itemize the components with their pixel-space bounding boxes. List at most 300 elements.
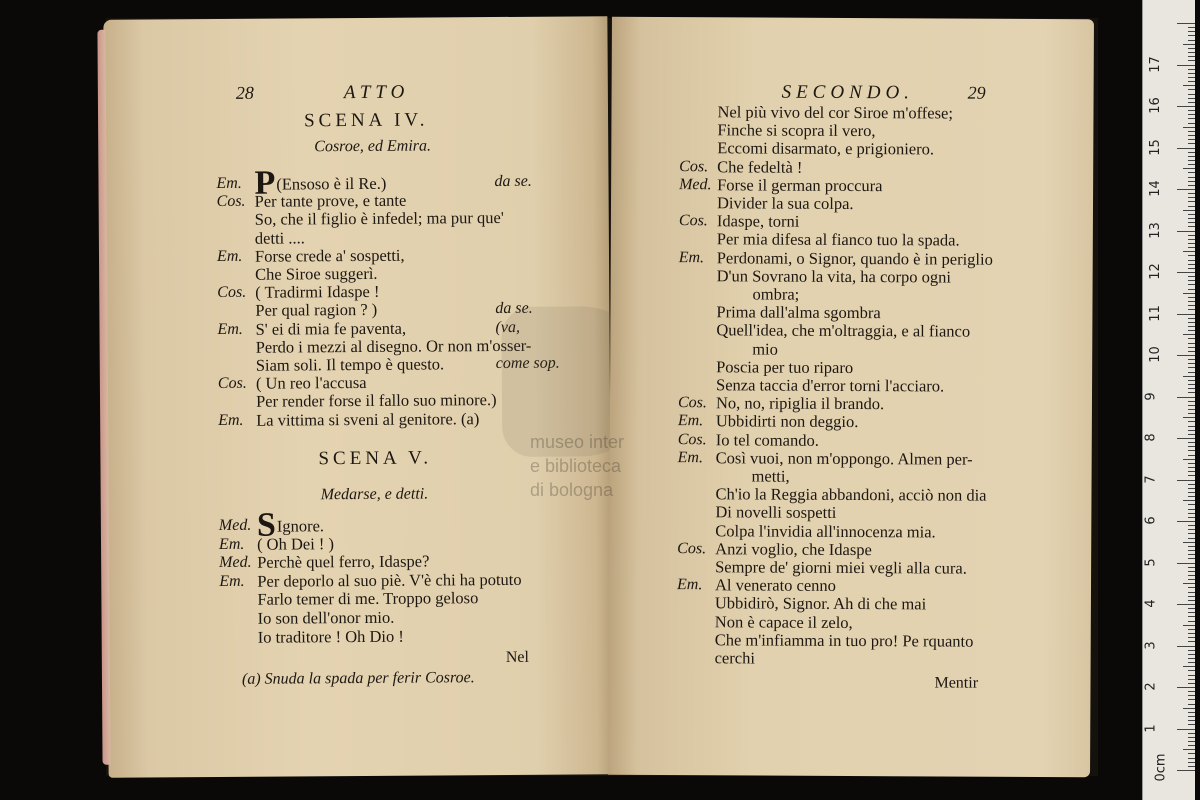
page-edge (97, 30, 110, 765)
ruler-number: 13 (1147, 221, 1163, 239)
dialogue-line (716, 358, 853, 377)
line-text: Per mia difesa al fianco tuo la spada. (716, 229, 960, 250)
ruler-tick (1188, 201, 1195, 202)
ruler-tick (1188, 579, 1195, 580)
ruler-number: 15 (1147, 138, 1163, 156)
ruler-tick (1183, 583, 1195, 584)
line-text: Perdonami, o Signor, quando è in periglio (716, 247, 993, 269)
ruler-tick (1188, 434, 1195, 435)
speaker-label: Em. (216, 247, 243, 265)
ruler-tick (1188, 558, 1195, 559)
ruler-tick (1188, 758, 1195, 759)
line-text: La vittima si sveni al genitore. (a) (256, 408, 480, 430)
ruler-tick (1188, 475, 1195, 476)
dialogue-line (257, 553, 429, 572)
ruler-tick (1188, 745, 1195, 746)
ruler-tick (1188, 467, 1195, 468)
ruler-number: 12 (1147, 263, 1163, 280)
dialogue-line (717, 103, 953, 122)
ruler-tick (1188, 513, 1195, 514)
ruler-tick (1188, 446, 1195, 447)
dialogue-line (752, 285, 799, 303)
dialogue-line (256, 337, 532, 357)
speaker-label: Em. (219, 572, 245, 590)
ruler-tick (1188, 533, 1195, 534)
line-text: Per render forse il fallo suo minore.) (255, 390, 497, 412)
running-head-left: ATTO (343, 81, 410, 104)
ruler-tick (1188, 81, 1195, 82)
dialogue-line (717, 267, 951, 286)
ruler-tick (1177, 770, 1195, 771)
drop-cap: S (256, 506, 276, 544)
ruler-tick (1188, 426, 1195, 427)
line-text: Forse il german proccura (717, 175, 883, 195)
ruler-tick (1177, 521, 1195, 522)
line-text: Sempre de' giorni miei vegli alla cura. (715, 557, 967, 578)
line-text: mio (752, 339, 778, 359)
dialogue-line (717, 121, 875, 140)
ruler-tick (1183, 85, 1195, 86)
line-text: Nel più vivo del cor Siroe m'offese; (717, 102, 953, 123)
ruler-number: 14 (1147, 180, 1163, 197)
dialogue-line (716, 431, 819, 450)
ruler-tick (1188, 679, 1195, 680)
ruler-tick (1177, 148, 1195, 149)
ruler-tick (1188, 280, 1195, 281)
dialogue-line (715, 613, 853, 632)
dialogue-line (715, 576, 836, 595)
line-text: Ubbidirò, Signor. Ah di che mai (714, 593, 927, 614)
ruler-tick (1177, 646, 1195, 647)
ruler-tick (1188, 206, 1195, 207)
ruler-tick (1177, 687, 1195, 688)
ruler-tick (1177, 106, 1195, 107)
line-text: Perchè quel ferro, Idaspe? (257, 551, 430, 572)
line-text: detti .... (254, 227, 305, 248)
ruler-tick (1188, 596, 1195, 597)
ruler-number: 9 (1143, 391, 1159, 401)
dialogue-line (717, 212, 800, 230)
ruler-tick (1183, 542, 1195, 543)
ruler-tick (1188, 143, 1195, 144)
ruler-tick (1183, 666, 1195, 667)
ruler-tick (1188, 214, 1195, 215)
ruler-tick (1177, 397, 1195, 398)
ruler-tick (1188, 554, 1195, 555)
dialogue-line (716, 376, 944, 395)
ruler-tick (1188, 89, 1195, 90)
ruler-tick (1177, 563, 1195, 564)
ruler-tick (1177, 604, 1195, 605)
line-text: ( Oh Dei ! ) (256, 533, 335, 554)
dialogue-line (256, 506, 325, 544)
speaker-label: Cos. (679, 157, 709, 175)
ruler-tick (1188, 152, 1195, 153)
ruler-tick (1188, 496, 1195, 497)
dialogue-line (257, 609, 394, 628)
ruler-tick (1188, 35, 1195, 36)
ruler-tick (1188, 492, 1195, 493)
ruler-number: 5 (1143, 557, 1159, 567)
ruler-tick (1188, 616, 1195, 617)
ruler-tick (1188, 409, 1195, 410)
ruler-tick (1188, 284, 1195, 285)
ruler-tick (1188, 164, 1195, 165)
ruler-tick (1188, 305, 1195, 306)
ruler-tick (1188, 185, 1195, 186)
ruler-number: 17 (1147, 55, 1163, 73)
ruler-tick (1183, 708, 1195, 709)
drop-cap: P (254, 164, 276, 202)
line-text: Io tel comando. (715, 429, 819, 450)
ruler-tick (1188, 654, 1195, 655)
ruler-tick (1188, 264, 1195, 265)
ruler-tick (1177, 480, 1195, 481)
line-text: Ignore. (276, 516, 325, 536)
ruler-tick (1188, 367, 1195, 368)
ruler-tick (1183, 168, 1195, 169)
ruler-tick (1188, 587, 1195, 588)
ruler-tick (1183, 417, 1195, 418)
ruler-tick (1188, 102, 1195, 103)
line-text: So, che il figlio è infedel; ma pur que' (254, 208, 504, 230)
line-text: ombra; (752, 284, 800, 304)
ruler-tick (1188, 114, 1195, 115)
ruler-tick (1188, 268, 1195, 269)
speaker-label: Med. (219, 553, 252, 572)
line-text: Finche si scopra il vero, (717, 120, 876, 141)
line-text: Così vuoi, non m'oppongo. Almen per- (715, 448, 973, 469)
ruler-tick (1188, 380, 1195, 381)
ruler-tick (1188, 326, 1195, 327)
ruler-tick (1177, 272, 1195, 273)
ruler-tick (1188, 309, 1195, 310)
ruler-tick (1188, 52, 1195, 53)
line-text: Poscia per tuo riparo (716, 357, 854, 377)
ruler-tick (1188, 197, 1195, 198)
ruler-tick (1188, 413, 1195, 414)
stage-direction: da se. (495, 300, 533, 318)
ruler-tick (1188, 670, 1195, 671)
dialogue-line (255, 246, 405, 265)
ruler-tick (1183, 459, 1195, 460)
ruler-tick (1188, 405, 1195, 406)
ruler-tick (1188, 247, 1195, 248)
ruler-tick (1188, 733, 1195, 734)
line-text: (Ensoso è il Re.) (276, 173, 387, 194)
measurement-ruler (1142, 0, 1195, 800)
dialogue-line (255, 192, 407, 211)
ruler-tick (1183, 749, 1195, 750)
ruler-tick (1188, 31, 1195, 32)
line-text: cerchi (714, 648, 755, 668)
ruler-tick (1188, 156, 1195, 157)
line-text: Divider la sua colpa. (716, 193, 854, 214)
speaker-label: Cos. (216, 192, 246, 211)
ruler-tick (1183, 210, 1195, 211)
ruler-tick (1188, 218, 1195, 219)
ruler-tick (1188, 612, 1195, 613)
dialogue-line (717, 158, 802, 176)
ruler-tick (1188, 347, 1195, 348)
dialogue-line (255, 265, 377, 284)
stage-direction: (va, (495, 318, 521, 336)
ruler-tick (1177, 65, 1195, 66)
ruler-tick (1188, 704, 1195, 705)
line-text: Forse crede a' sospetti, (254, 245, 405, 266)
speaker-label: Em. (677, 448, 704, 467)
ruler-tick (1188, 629, 1195, 630)
catchword: Mentir (934, 674, 979, 692)
ruler-tick (1188, 753, 1195, 754)
ruler-tick (1177, 438, 1195, 439)
ruler-tick (1188, 600, 1195, 601)
dialogue-line (256, 410, 479, 430)
dialogue-line (715, 522, 935, 541)
dialogue-line (717, 176, 882, 195)
dialogue-line (257, 590, 478, 610)
right-page (608, 17, 1094, 778)
ruler-tick (1177, 231, 1195, 232)
ruler-tick (1188, 255, 1195, 256)
line-text: Eccomi disarmato, e prigioniero. (717, 138, 935, 159)
ruler-tick (1188, 488, 1195, 489)
ruler-number: 1 (1143, 723, 1159, 733)
dialogue-line (717, 231, 960, 250)
ruler-tick (1188, 621, 1195, 622)
left-page (103, 16, 612, 778)
ruler-tick (1188, 504, 1195, 505)
dialogue-line (256, 374, 367, 393)
ruler-tick (1188, 177, 1195, 178)
ruler-tick (1188, 351, 1195, 352)
ruler-tick (1188, 517, 1195, 518)
speaker-label: Med. (679, 175, 712, 194)
ruler-tick (1188, 388, 1195, 389)
ruler-tick (1188, 94, 1195, 95)
ruler-tick (1188, 243, 1195, 244)
ruler-tick (1188, 741, 1195, 742)
ruler-tick (1188, 538, 1195, 539)
line-text: Quell'idea, che m'oltraggia, e al fianco (716, 320, 971, 342)
line-text: Perdo i mezzi al disegno. Or non m'osser- (255, 335, 532, 357)
book-spread (106, 18, 1098, 776)
dialogue-line (258, 627, 404, 646)
ruler-tick (1188, 56, 1195, 57)
ruler-tick (1188, 641, 1195, 642)
line-text: Per deporlo al suo piè. V'è chi ha potuto (257, 569, 522, 591)
dialogue-line (255, 229, 305, 247)
speaker-label: Cos. (677, 394, 707, 412)
line-text: Siam soli. Il tempo è questo. (255, 354, 445, 375)
ruler-tick (1188, 509, 1195, 510)
ruler-tick (1188, 98, 1195, 99)
ruler-tick (1188, 239, 1195, 240)
ruler-tick (1188, 575, 1195, 576)
ruler-tick (1188, 691, 1195, 692)
speaker-label: Em. (678, 248, 705, 266)
ruler-tick (1188, 450, 1195, 451)
ruler-tick (1188, 567, 1195, 568)
ruler-tick (1188, 318, 1195, 319)
dialogue-line (717, 194, 854, 213)
ruler-tick (1188, 699, 1195, 700)
line-text: Anzi voglio, che Idaspe (715, 539, 872, 559)
ruler-tick (1177, 729, 1195, 730)
ruler-tick (1188, 442, 1195, 443)
ruler-tick (1188, 27, 1195, 28)
line-text: Di novelli sospetti (715, 502, 837, 523)
dialogue-line (715, 504, 836, 523)
ruler-tick (1177, 189, 1195, 190)
ruler-tick (1188, 77, 1195, 78)
line-text: Non è capace il zelo, (714, 611, 853, 632)
ruler-tick (1188, 372, 1195, 373)
scene-characters: Medarse, e detti. (320, 485, 429, 504)
ruler-tick (1188, 235, 1195, 236)
ruler-tick (1188, 529, 1195, 530)
dialogue-line (752, 467, 790, 485)
dialogue-line (716, 413, 859, 432)
ruler-tick (1188, 716, 1195, 717)
ruler-tick (1188, 455, 1195, 456)
ruler-tick (1188, 658, 1195, 659)
line-text: Ch'io la Reggia abbandoni, acciò non dia (715, 484, 987, 505)
watermark-text: e biblioteca (530, 456, 622, 476)
ruler-tick (1188, 683, 1195, 684)
ruler-tick (1188, 289, 1195, 290)
dialogue-line (715, 649, 755, 667)
ruler-tick (1188, 571, 1195, 572)
dialogue-line (716, 394, 884, 413)
line-text: Al venerato cenno (714, 575, 837, 596)
line-text: ( Tradirmi Idaspe ! (255, 282, 380, 302)
ruler-tick (1188, 608, 1195, 609)
ruler-tick (1188, 363, 1195, 364)
line-text: Colpa l'invidia all'innocenza mia. (715, 520, 936, 542)
ruler-tick (1188, 160, 1195, 161)
ruler-tick (1188, 40, 1195, 41)
dialogue-line (256, 355, 444, 374)
ruler-tick (1188, 193, 1195, 194)
ruler-tick (1183, 376, 1195, 377)
speaker-label: Em. (216, 174, 242, 192)
speaker-label: Cos. (217, 283, 247, 302)
ruler-tick (1177, 314, 1195, 315)
page-number-left: 28 (235, 82, 254, 103)
dialogue-line (752, 340, 778, 358)
line-text: S' ei di mia fe paventa, (255, 318, 407, 339)
ruler-unit-label: 0cm (1153, 753, 1169, 782)
ruler-tick (1188, 139, 1195, 140)
running-head-right: SECONDO. (781, 81, 915, 104)
line-text: Senza taccia d'error torni l'acciaro. (716, 375, 945, 396)
ruler-number: 4 (1143, 599, 1159, 608)
ruler-number: 10 (1147, 346, 1163, 363)
line-text: Io traditore ! Oh Dio ! (257, 626, 404, 647)
dialogue-line (716, 303, 880, 322)
speaker-label: Med. (218, 516, 252, 534)
ruler-tick (1183, 334, 1195, 335)
ruler-tick (1188, 463, 1195, 464)
speaker-label: Cos. (217, 374, 247, 393)
catchword: Nel (505, 648, 529, 666)
dialogue-line (255, 301, 377, 320)
ruler-number: 2 (1143, 682, 1159, 691)
scene-characters: Cosroe, ed Emira. (314, 137, 432, 156)
ruler-tick (1188, 592, 1195, 593)
stage-direction: da se. (494, 172, 532, 191)
speaker-label: Em. (218, 411, 244, 429)
line-text: Ubbidirti non deggio. (715, 411, 859, 432)
ruler-tick (1188, 301, 1195, 302)
ruler-number: 3 (1143, 640, 1159, 650)
line-text: metti, (751, 466, 790, 486)
line-text: Prima dall'alma sgombra (716, 302, 881, 323)
ruler-tick (1188, 525, 1195, 526)
line-text: Che fedeltà ! (717, 156, 803, 177)
ruler-tick (1183, 251, 1195, 252)
ruler-tick (1188, 737, 1195, 738)
ruler-tick (1188, 720, 1195, 721)
ruler-tick (1188, 260, 1195, 261)
ruler-tick (1188, 181, 1195, 182)
line-text: Io son dell'onor mio. (257, 607, 395, 628)
ruler-tick (1188, 343, 1195, 344)
dialogue-line (255, 209, 504, 229)
watermark-text: di bologna (530, 480, 614, 500)
ruler-tick (1188, 48, 1195, 49)
line-text: Idaspe, torni (716, 211, 800, 231)
ruler-tick (1177, 355, 1195, 356)
ruler-tick (1188, 650, 1195, 651)
ruler-tick (1188, 222, 1195, 223)
ruler-tick (1188, 110, 1195, 111)
dialogue-line (717, 140, 934, 159)
ruler-tick (1188, 471, 1195, 472)
ruler-tick (1188, 766, 1195, 767)
ruler-tick (1188, 322, 1195, 323)
stage-direction: come sop. (495, 354, 560, 373)
ruler-tick (1183, 127, 1195, 128)
speaker-label: Cos. (677, 430, 707, 448)
scene-title: SCENA V. (318, 447, 433, 470)
ruler-tick (1188, 430, 1195, 431)
dialogue-line (257, 571, 521, 591)
line-text: ( Un reo l'accusa (255, 373, 367, 393)
footnote: (a) Snuda la spada per ferir Cosroe. (241, 669, 475, 688)
ruler-number: 16 (1147, 97, 1163, 114)
ruler-tick (1188, 276, 1195, 277)
ruler-tick (1188, 662, 1195, 663)
ruler-tick (1188, 421, 1195, 422)
ruler-tick (1188, 762, 1195, 763)
dialogue-line (715, 595, 926, 614)
ruler-tick (1188, 675, 1195, 676)
line-text: Per tante prove, e tante (254, 190, 407, 211)
ruler-tick (1177, 23, 1195, 24)
ruler-tick (1188, 131, 1195, 132)
ruler-tick (1188, 724, 1195, 725)
ruler-tick (1188, 359, 1195, 360)
speaker-label: Cos. (678, 212, 708, 230)
dialogue-line (257, 535, 334, 554)
ruler-number: 11 (1147, 304, 1163, 322)
line-text: No, no, ripiglia il brando. (715, 393, 885, 414)
ruler-tick (1188, 637, 1195, 638)
line-text: Che m'infiamma in tuo pro! Pe rquanto (714, 630, 974, 651)
ruler-tick (1183, 44, 1195, 45)
